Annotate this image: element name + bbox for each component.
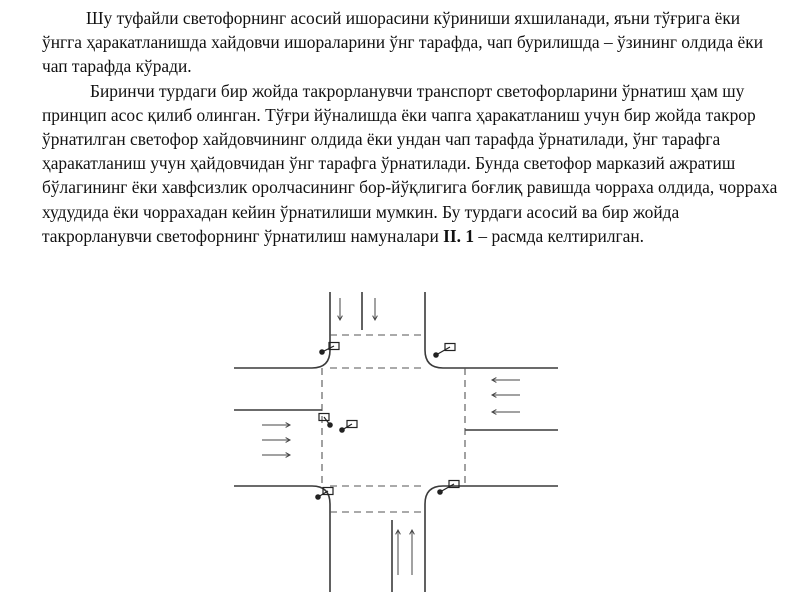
intersection-diagram	[230, 292, 560, 592]
road-edge-4	[425, 486, 558, 592]
signal-center-right	[319, 414, 332, 428]
signal-southwest-base	[316, 495, 320, 499]
signal-southeast-base	[438, 490, 442, 494]
signal-center-left	[340, 421, 357, 433]
road-edge-3	[234, 486, 330, 592]
signal-southeast	[438, 481, 459, 495]
paragraph-2-tail: – расмда келтирилган.	[478, 225, 645, 246]
figure-reference: II. 1	[443, 225, 475, 246]
signal-center-left-base	[340, 428, 344, 432]
paragraph-2-text: Биринчи турдаги бир жойда такрорланувчи транспорт светофорларини ўрнатиш ҳам шу принцип асос қилиб олинган. Тўғри йўналишда ёки чапга ҳаракатланиш учун бир жойда такрор ўрнатилган светофор хайдовчининг олдида ёки ундан чап тарафда ўрнатилади, ўнг тарафга ҳаракатланиш учун ҳайдовчидан ўнг тарафга ўрнатилади. Бунда светофор марказий ажратиш бўлагининг ёки хавфсизлик оролчасининг бор-йўқлигига боғлиқ равишда чорраха олдида, чорраха худудида ёки чоррахадан кейин ўрнатилиши мумкин. Бу турдаги асосий ва бир жойда такрорланувчи светофорнинг ўрнатилиш намуналари	[42, 80, 778, 246]
signal-northeast	[434, 344, 455, 358]
paragraph-2	[42, 79, 782, 248]
body-text	[42, 6, 782, 248]
intersection-figure	[230, 292, 560, 592]
signal-center-right-base	[328, 423, 332, 427]
signal-northeast-base	[434, 353, 438, 357]
road-edge-1	[234, 292, 330, 368]
paragraph-1: Шу туфайли светофорнинг асосий ишорасини кўриниши яхшиланади, яъни тўғрига ёки ўнгга ҳаракатланишда хайдовчи ишораларини ўнг тарафда, чап бурилишда – ўзининг олдида ёки чап тарафда кўради.	[42, 8, 763, 77]
road-edge-2	[425, 292, 558, 368]
signal-northwest-base	[320, 350, 324, 354]
